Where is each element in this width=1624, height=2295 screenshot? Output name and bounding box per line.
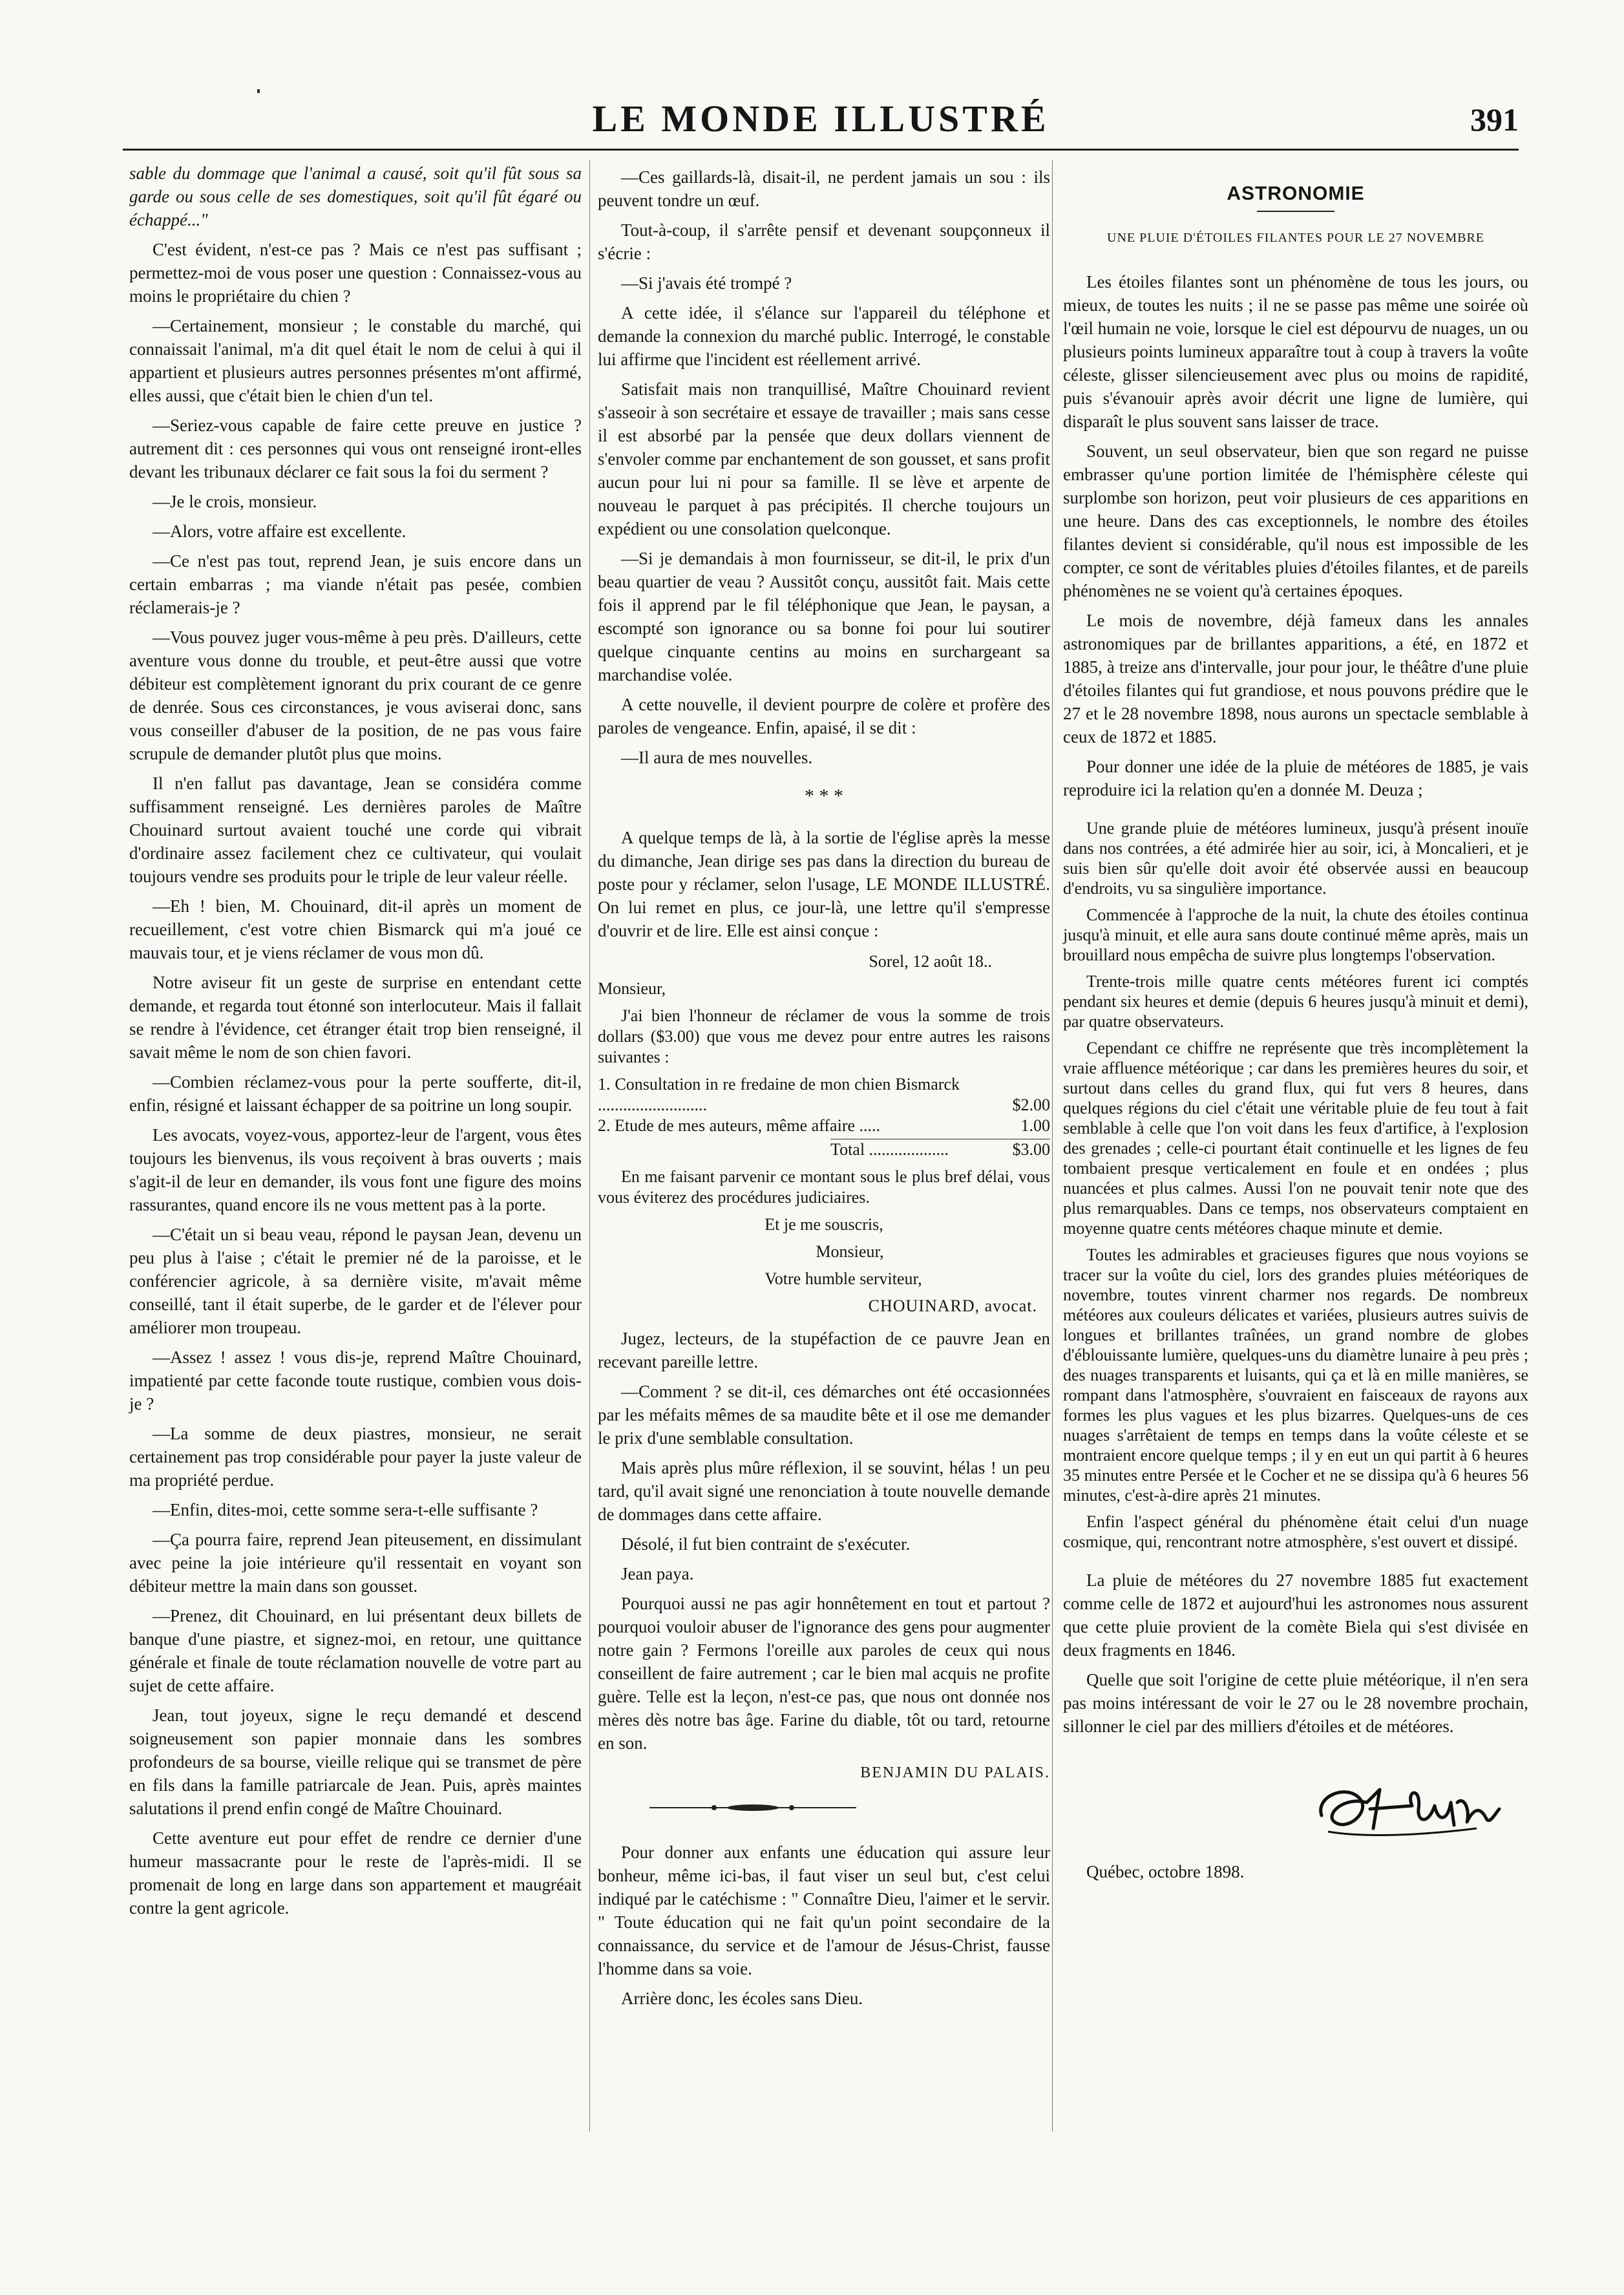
bill-item-label: 2. Etude de mes auteurs, même affaire ..... [598,1116,881,1135]
paragraph: A cette idée, il s'élance sur l'appareil du téléphone et demande la connexion du marché public. Interrogé, le constable lui affirme que l'incident est réellement arrivé. [598,303,1050,369]
paragraph: —Assez ! assez ! vous dis-je, reprend Maître Chouinard, impatienté par cette faconde toute rustique, combien vous dois-je ? [129,1348,582,1413]
column-3 [1063,165,1528,1883]
paragraph: Il n'en fallut pas davantage, Jean se considéra comme suffisamment renseigné. Les dernières paroles de Maître Chouinard surtout avaient touché une corde qui vibrait d'ordinaire assez facilement chez ce cultivateur, qui voulait toujours vendre ses produits pour le triple de leur valeur réelle. [129,774,582,886]
letter [598,951,1050,1317]
letter-salutation: Monsieur, [598,979,666,998]
asterism: * * * [805,785,843,807]
paragraph: —Comment ? se dit-il, ces démarches ont été occasionnées par les méfaits mêmes de sa maudite bête et il ose me demander le prix d'une semblable consultation. [598,1382,1050,1448]
journal-title: LE MONDE ILLUSTRÉ [592,98,1049,140]
paragraph: C'est évident, n'est-ce pas ? Mais ce n'est pas suffisant ; permettez-moi de vous poser une question : Connaissez-vous au moins le propriétaire du chien ? [129,240,582,306]
letter-body: J'ai bien l'honneur de réclamer de vous la somme de trois dollars ($3.00) que vous me devez pour entre autres les raisons suivantes : [598,1006,1050,1066]
title-underline [1257,211,1334,212]
quote-paragraph: Toutes les admirables et gracieuses figures que nous voyions se tracer sur la voûte du ciel, lors des grandes pluies météoriques de novembre, toutes vinrent charmer nos regards. De nombreux météores aux couleurs délicates et variées, plusieurs autres suivis de longues et brillantes traînées, un grand nombre de globes d'éblouissante lumière, quelques-uns du diamètre lunaire à peu près ; des nuages transparents et luisants, qui ça et là en mille manières, se rompant dans l'atmosphère, s'ouvraient en faisceaux de rayons aux formes les plus vagues et les plus bizarres. Quelques-uns de ces nuages s'arrêtaient de temps en temps dans la voûte céleste et se montraient encore quelque temps ; il y en eut un qui partit à 6 heures 35 minutes entre Persée et le Cocher et ne se dissipa qu'à 6 heures 56 minutes, c'est-à-dire après 21 minutes. [1063,1245,1528,1505]
paragraph: —Ça pourra faire, reprend Jean piteusement, en dissimulant avec peine la joie intérieure qu'il ressentait en voyant son débiteur mettre la main dans son gousset. [129,1530,582,1596]
column-divider [1052,160,1053,2131]
paragraph: Arrière donc, les écoles sans Dieu. [621,1989,863,2008]
letter-closing: Et je me souscris, [765,1215,883,1234]
paragraph: Cette aventure eut pour effet de rendre ce dernier d'une humeur massacrante pour le reste de l'après-midi. Il se promenait de long en large dans son appartement et maugréait contre la gent agricole. [129,1828,582,1918]
paragraph: —Prenez, dit Chouinard, en lui présentant deux billets de banque d'une piastre, et signez-moi, en retour, une quittance générale et finale de toute réclamation nouvelle de votre part au sujet de cette affaire. [129,1606,582,1695]
dateline: Québec, octobre 1898. [1086,1862,1245,1881]
letter-signature: CHOUINARD, avocat. [868,1296,1037,1315]
quotation [1063,818,1528,1552]
paragraph: Jean, tout joyeux, signe le reçu demandé et descend soigneusement son papier monnaie dans les sombres profondeurs de sa bourse, vieille relique qui se transmet de père en fils dans la famille patriarcale de Jean. Puis, après maintes salutations il prend enfin congé de Maître Chouinard. [129,1706,582,1818]
paragraph: Les avocats, voyez-vous, apportez-leur de l'argent, vous êtes toujours les bienvenus, ils vous reçoivent à bras ouverts ; mais s'agit-il de leur en demander, ils vous font une figure des moins rassurantes, quand encore ils ne vous mettent pas à la porte. [129,1125,582,1214]
column-2 [598,165,1050,2016]
paragraph: Mais après plus mûre réflexion, il se souvint, hélas ! un peu tard, qu'il avait signé une renonciation à toute nouvelle demande de dommages dans cette affaire. [598,1458,1050,1524]
letter-date: Sorel, 12 août 18.. [869,952,992,971]
paragraph: A quelque temps de là, à la sortie de l'église après la messe du dimanche, Jean dirige ses pas dans la direction du bureau de poste pour y réclamer, selon l'usage, LE MONDE ILLUSTRÉ. On lui remet en plus, ce jour-là, une lettre qu'il s'empresse d'ouvrir et de lire. Elle est ainsi conçue : [598,828,1050,940]
bill-line [598,1116,1050,1136]
paragraph: —Si je demandais à mon fournisseur, se dit-il, le prix d'un beau quartier de veau ? Aussitôt conçu, aussitôt fait. Mais cette fois il apprend par le fil téléphonique que Jean, le paysan, a escompté son ignorance ou sa bonne foi pour lui soutirer quelque cinquante centins au moins en surchargeant sa marchandise volée. [598,549,1050,684]
ornamental-rule [598,1804,908,1812]
paragraph: Notre aviseur fit un geste de surprise en entendant cette demande, et regarda tout étonné son interlocuteur. Mais il fallait se rendre à l'évidence, cet étranger était trop bien renseigné, il savait même le nom de son chien favori. [129,973,582,1062]
paragraph: Jean paya. [621,1564,694,1583]
paragraph: —C'était un si beau veau, répond le paysan Jean, devenu un peu plus à l'aise ; c'était le premier né de la paroisse, et le conférencier agricole, à sa dernière visite, m'avait même conseillé, tant il était superbe, de le garder et de l'élever pour améliorer mon troupeau. [129,1225,582,1337]
paragraph: Pour donner une idée de la pluie de météores de 1885, je vais reproduire ici la relation qu'en a donnée M. Deuza ; [1063,757,1528,799]
page-number: 391 [1470,101,1519,138]
paragraph: —Ce n'est pas tout, reprend Jean, je suis encore dans un certain embarras ; ma viande n'était pas pesée, combien réclamerais-je ? [129,551,582,617]
bill-total [830,1139,1050,1160]
quote-paragraph: Une grande pluie de météores lumineux, jusqu'à présent inouïe dans nos contrées, a été admirée hier au soir, ici, à Moncalieri, et je suis bien sûr qu'elle doit avoir été observée aussi en beaucoup d'endroits, vu sa singulière importance. [1063,819,1528,898]
letter-closing: Votre humble serviteur, [765,1269,922,1288]
quote-paragraph: Cependant ce chiffre ne représente que très incomplètement la vraie affluence météorique ; car dans les premières heures du soir, et surtout dans celles du grand flux, qui fut vers 8 heures, dans quelques régions du ciel c'était une véritable pluie de feu tout à fait semblable à celle que l'on voit dans les feux d'artifice, à l'explosion des grenades ; celle-ci pourtant était continuelle et les lignes de feu tombaient presque verticalement en foule et en ondées ; plus nuancées et plus calmes. Aussi l'on ne pouvait tenir note que des plus remarquables. Dans ce temps, nos observateurs comptaient en moyenne quatre cents météores chaque minute et demie. [1063,1039,1528,1238]
paragraph: Pour donner aux enfants une éducation qui assure leur bonheur, même ici-bas, il faut viser un seul but, c'est celui indiqué par le catéchisme : " Connaître Dieu, l'aimer et le servir. " Toute éducation qui ne fait qu'un point secondaire de la connaissance, du service et de l'amour de Jésus-Christ, fausse l'homme dans sa voie. [598,1843,1050,1978]
bill-item-amount: 1.00 [1020,1116,1050,1135]
paragraph: —Si j'avais été trompé ? [621,273,792,293]
section-title: ASTRONOMIE [1227,183,1365,204]
quote-paragraph: Trente-trois mille quatre cents météores furent ici comptés pendant six heures et demie (depuis 6 heures jusqu'à minuit et demi), par quatre observateurs. [1063,972,1528,1031]
paragraph: A cette nouvelle, il devient pourpre de colère et profère des paroles de vengeance. Enfin, apaisé, il se dit : [598,695,1050,737]
paragraph: —Je le crois, monsieur. [153,492,317,511]
column-1 [129,162,582,1926]
paragraph: —Eh ! bien, M. Chouinard, dit-il après un moment de recueillement, c'est votre chien Bismarck qui m'a joué ce mauvais tour, et je viens réclamer de vous mon dû. [129,896,582,962]
paragraph: La pluie de météores du 27 novembre 1885 fut exactement comme celle de 1872 et aujourd'hui les astronomes nous assurent que cette pluie provient de la comète Biela qui s'est divisée en deux fragments en 1846. [1063,1571,1528,1660]
paragraph: —La somme de deux piastres, monsieur, ne serait certainement pas trop considérable pour payer la juste valeur de ma propriété perdue. [129,1424,582,1490]
paragraph: Satisfait mais non tranquillisé, Maître Chouinard revient s'asseoir à son secrétaire et essaye de travailler ; mais sans cesse il est absorbé par la pensée que deux dollars viennent de s'envoler comme par enchantement de son gousset, et sans profit aucun pour lui ni pour sa famille. Il se lève et arpente de nouveau le parquet à pas précipités. Il cherche toujours un expédient ou une consolation quelconque. [598,379,1050,538]
paragraph: —Enfin, dites-moi, cette somme sera-t-elle suffisante ? [153,1500,538,1519]
paragraph: —Combien réclamez-vous pour la perte soufferte, dit-il, enfin, résigné et laissant échapper de sa poitrine un long soupir. [129,1072,582,1115]
bill-total-label: Total ................... [830,1140,949,1159]
paragraph: Désolé, il fut bien contraint de s'exécuter. [621,1534,911,1554]
paragraph: —Certainement, monsieur ; le constable du marché, qui connaissait l'animal, m'a dit quel était le nom de celui à qui il appartient et plusieurs autres personnes présentes m'ont affirmé, elles aussi, que c'était bien le chien d'un tel. [129,316,582,405]
print-speck [257,89,260,93]
bill-line [598,1074,1050,1116]
paragraph: Souvent, un seul observateur, bien que son regard ne puisse embrasser qu'une portion limitée de l'hémisphère céleste qui surplombe son horizon, peut voir plusieurs de ces apparitions en une heure. Dans des cas exceptionnels, le nombre des étoiles filantes devient si considérable, qu'il nous est impossible de les compter, ce sont de véritables pluies d'étoiles filantes, et de pareils phénomènes ne se voient qu'à certaines époques. [1063,441,1528,600]
column-divider [589,160,590,2131]
quote-paragraph: Enfin l'aspect général du phénomène était celui d'un nuage cosmique, qui, rencontrant notre atmosphère, s'est ouvert et dissipé. [1063,1512,1528,1551]
paragraph: —Alors, votre affaire est excellente. [153,522,406,541]
bill-item-amount: $2.00 [1012,1095,1050,1114]
author-signoff: BENJAMIN DU PALAIS. [860,1764,1050,1781]
letter-closing: Monsieur, [816,1242,884,1261]
section-subtitle: UNE PLUIE D'ÉTOILES FILANTES POUR LE 27 NOVEMBRE [1107,231,1484,245]
bill-item-label: 1. Consultation in re fredaine de mon chien Bismarck .......................... [598,1075,960,1114]
masthead [123,97,1519,151]
handwritten-signature [1309,1770,1503,1848]
paragraph: Les étoiles filantes sont un phénomène de tous les jours, ou mieux, de toutes les nuits ; il ne se passe pas même une soirée où l'œil humain ne voie, lorsque le ciel est dépourvu de nuages, un ou plusieurs points lumineux apparaître tout à coup à travers la voûte céleste, glisser silencieusement avec plus ou moins de rapidité, puis s'évanouir après avoir décrit une ligne de lumière, qui disparaît le plus souvent sans laisser de trace. [1063,272,1528,431]
paragraph: —Il aura de mes nouvelles. [621,748,813,767]
paragraph: Quelle que soit l'origine de cette pluie météorique, il n'en sera pas moins intéressant de voir le 27 ou le 28 novembre prochain, sillonner le ciel par des milliers d'étoiles et de météores. [1063,1670,1528,1736]
paragraph: —Seriez-vous capable de faire cette preuve en justice ? autrement dit : ces personnes qui vous ont renseigné iront-elles devant les tribunaux déclarer ce fait sous la foi du serment ? [129,416,582,481]
paragraph: Pourquoi aussi ne pas agir honnêtement en tout et partout ? pourquoi vouloir abuser de l'ignorance des gens pour augmenter notre gain ? Fermons l'oreille aux paroles de ceux qui nous conseillent de faire autrement ; car le bien mal acquis ne profite guère. Telle est la leçon, n'est-ce pas, que nous ont donnée nos mères dès notre bas âge. Farine du diable, tôt ou tard, retourne en son. [598,1594,1050,1753]
quote-paragraph: Commencée à l'approche de la nuit, la chute des étoiles continua jusqu'à minuit, et elle aura sans doute continué même après, mais un brouillard nous empêcha de suivre plus longtemps l'observation. [1063,905,1528,964]
bill-total-amount: $3.00 [1012,1140,1050,1159]
paragraph: Tout-à-coup, il s'arrête pensif et devenant soupçonneux il s'écrie : [598,220,1050,263]
paragraph: Jugez, lecteurs, de la stupéfaction de ce pauvre Jean en recevant pareille lettre. [598,1329,1050,1371]
paragraph: —Ces gaillards-là, disait-il, ne perdent jamais un sou : ils peuvent tondre un œuf. [598,167,1050,210]
paragraph: —Vous pouvez juger vous-même à peu près. D'ailleurs, cette aventure vous donne du trouble, et peut-être aussi que votre débiteur est complètement ignorant du prix courant de ce genre de denrée. Sous ces circonstances, je vous aviserai donc, sans vous conseiller d'abuser de la position, de ne pas vous faire scrupule de demander plutôt plus que moins. [129,628,582,763]
paragraph: sable du dommage que l'animal a causé, soit qu'il fût sous sa garde ou sous celle de ses domestiques, soit qu'il fût égaré ou échappé..." [129,164,582,229]
paragraph: Le mois de novembre, déjà fameux dans les annales astronomiques par de brillantes apparitions, a été, en 1872 et 1885, à treize ans d'intervalle, jour pour jour, le théâtre d'une pluie d'étoiles filantes qui fut grandiose, et nous pouvons prédire que le 27 et le 28 novembre 1898, nous aurons un spectacle semblable à ceux de 1872 et 1885. [1063,611,1528,746]
letter-closing: En me faisant parvenir ce montant sous le plus bref délai, vous vous éviterez des procédures judiciaires. [598,1167,1050,1207]
